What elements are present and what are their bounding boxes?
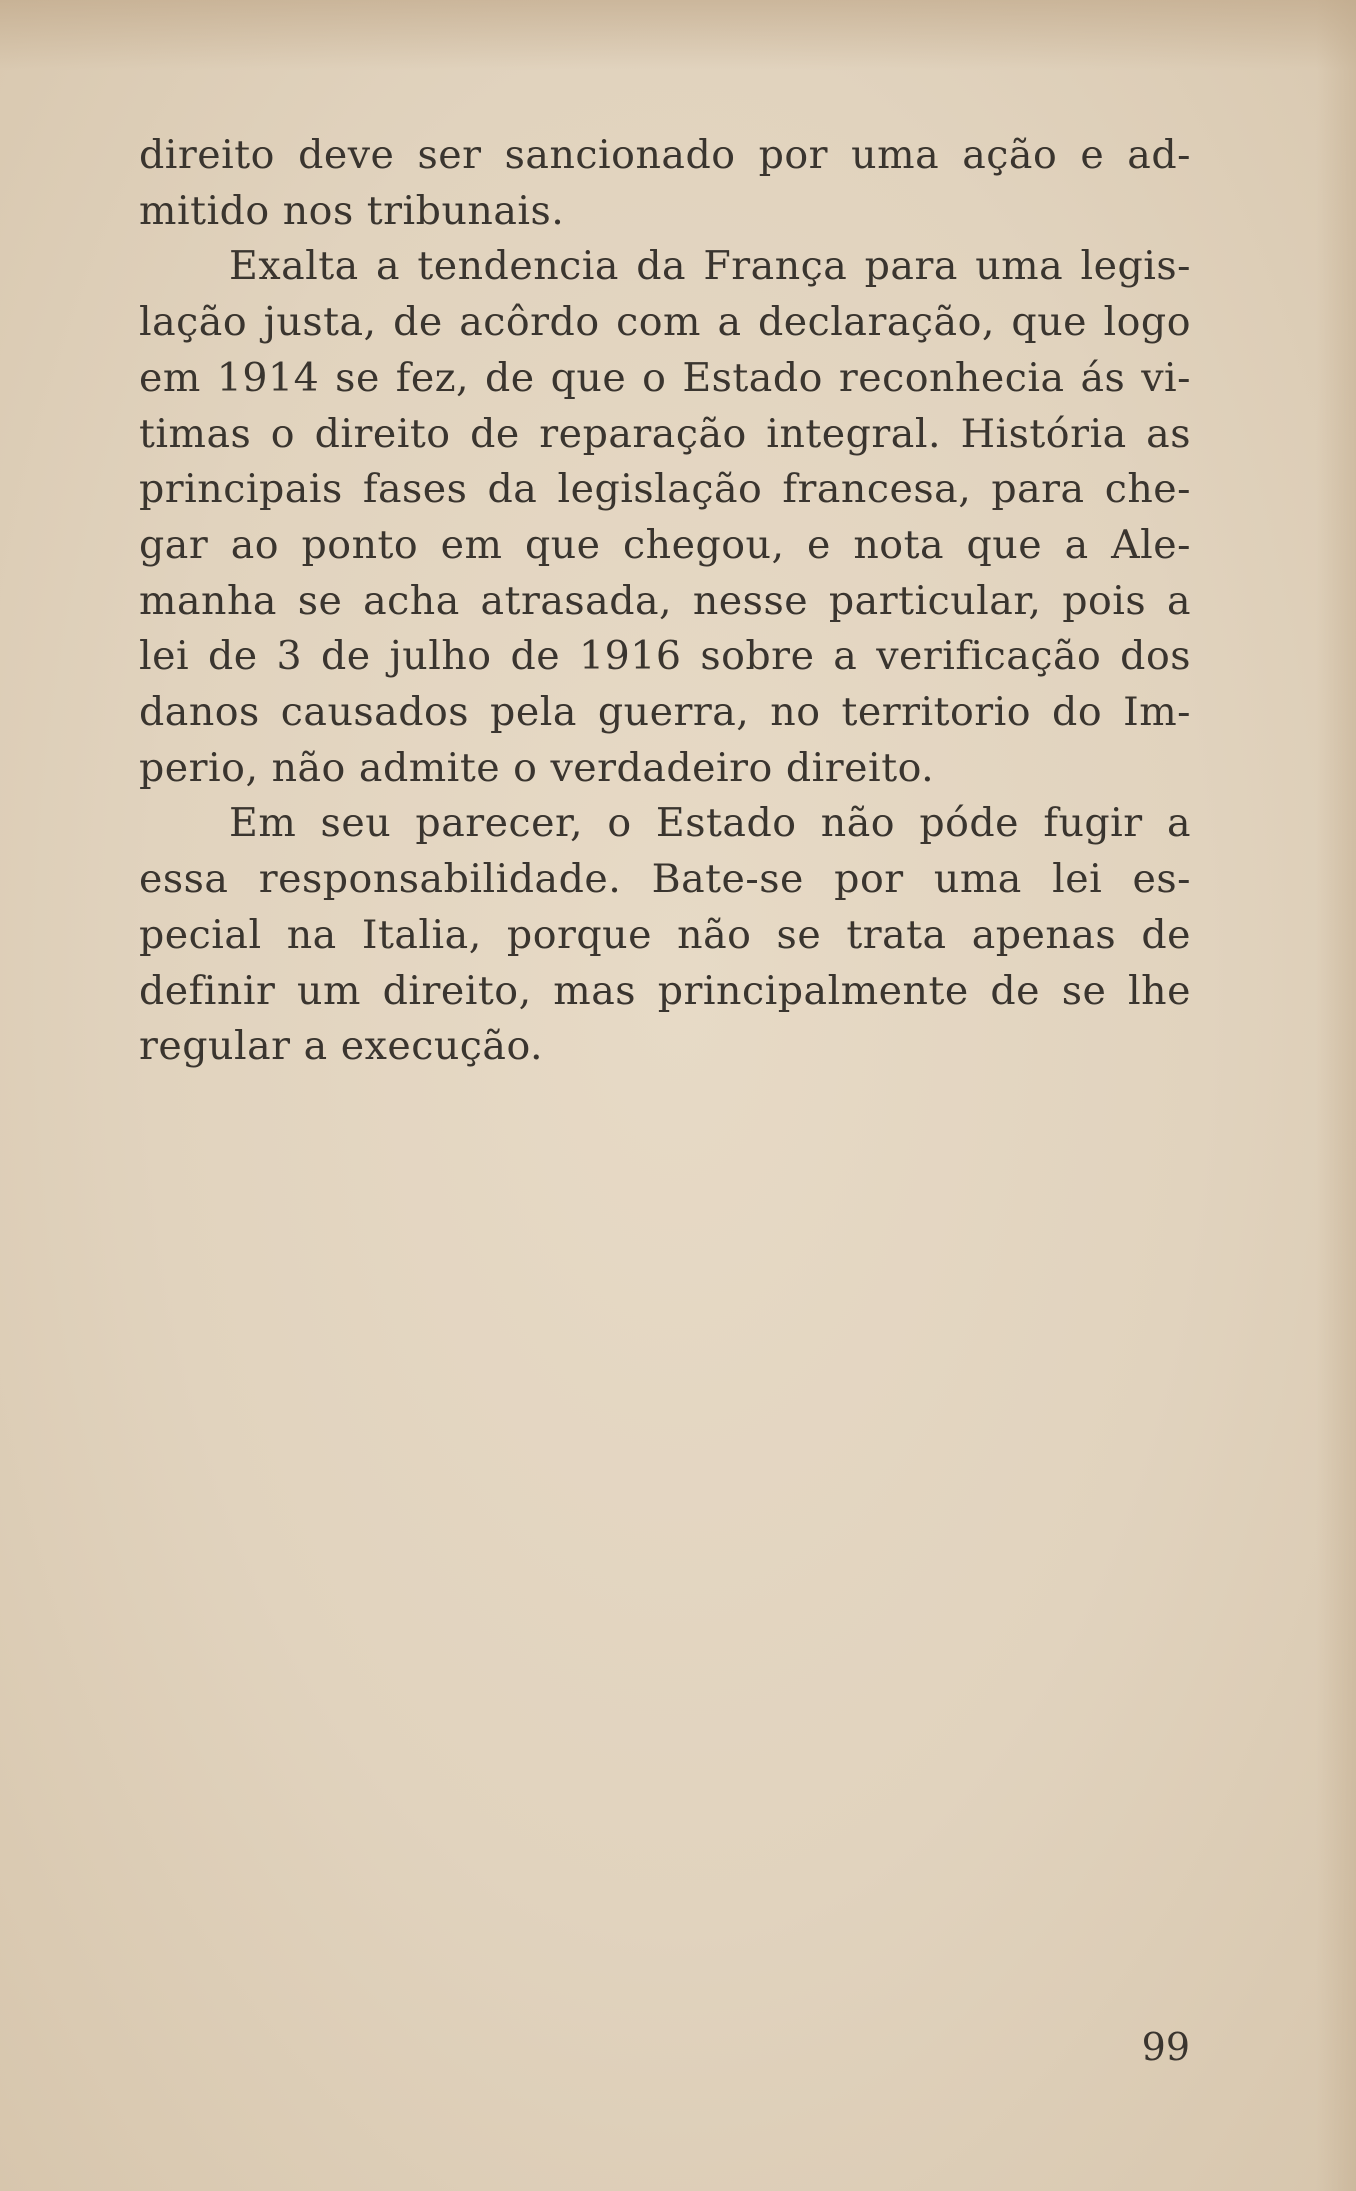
text-line: timas o direito de reparação integral. História as	[139, 410, 1191, 457]
page-number: 99	[1141, 2025, 1190, 2069]
text-line: lação justa, de acôrdo com a declaração, que logo	[139, 299, 1191, 346]
text-line: danos causados pela guerra, no territorio do Im-	[139, 689, 1191, 736]
text-line: essa responsabilidade. Bate-se por uma lei es-	[139, 856, 1191, 903]
text-line: regular a execução.	[139, 1023, 544, 1070]
text-line: mitido nos tribunais.	[139, 187, 565, 234]
text-line: perio, não admite o verdadeiro direito.	[139, 744, 935, 791]
text-line: gar ao ponto em que chegou, e nota que a Ale-	[139, 521, 1191, 568]
text-line: Exalta a tendencia da França para uma legis-	[229, 243, 1191, 290]
text-line: definir um direito, mas principalmente de se lhe	[139, 967, 1191, 1014]
text-line: em 1914 se fez, de que o Estado reconhecia ás vi-	[139, 354, 1191, 401]
text-line: principais fases da legislação francesa, para che-	[139, 466, 1191, 513]
text-line: Em seu parecer, o Estado não póde fugir a	[229, 800, 1191, 847]
text-line: lei de 3 de julho de 1916 sobre a verificação dos	[139, 633, 1191, 680]
text-line: manha se acha atrasada, nesse particular, pois a	[139, 577, 1191, 624]
text-line: pecial na Italia, porque não se trata apenas de	[139, 911, 1191, 958]
body-text	[139, 128, 1191, 1075]
text-line: direito deve ser sancionado por uma ação e ad-	[139, 132, 1191, 178]
